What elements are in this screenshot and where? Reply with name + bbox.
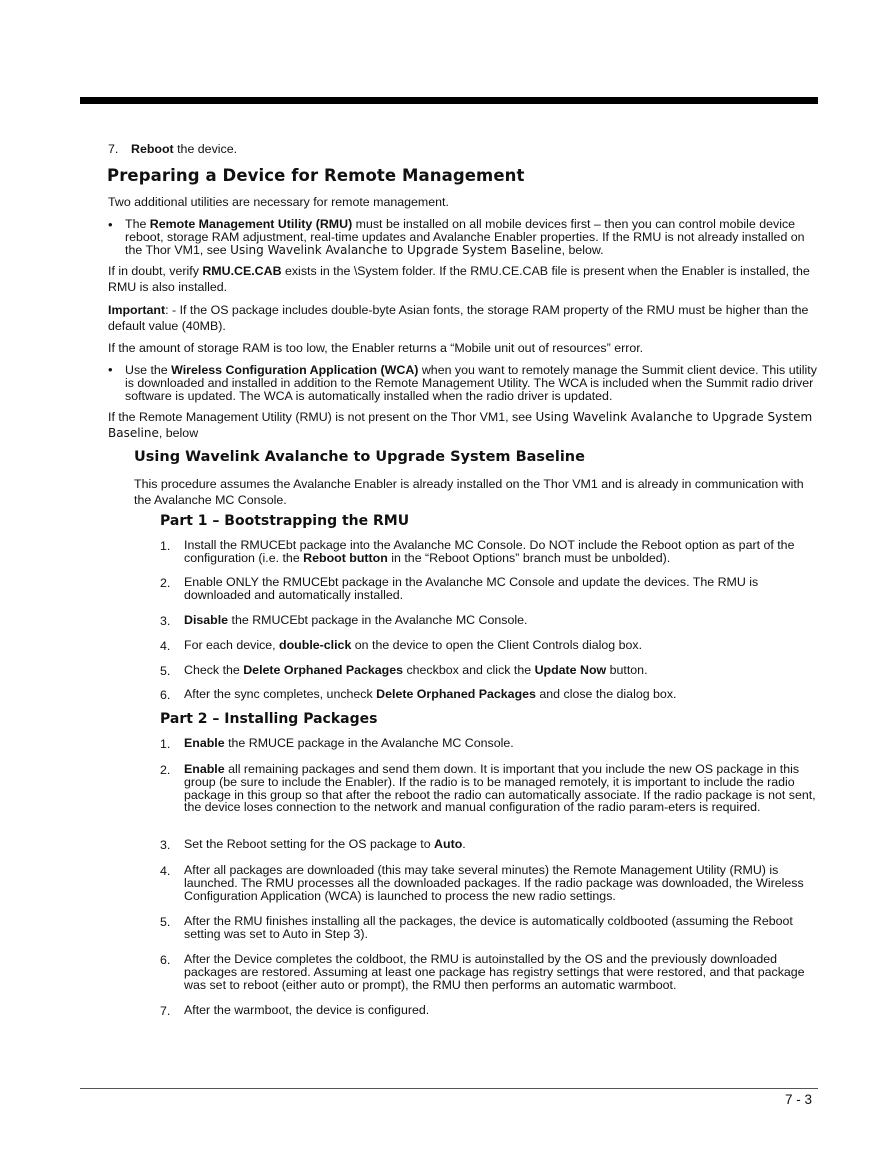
bullet1-pre: The bbox=[125, 217, 150, 231]
part1-item-pre: Install the RMUCEbt package into the Avalanche MC Console. Do NOT include the Reboot option as part of the configuration (i.e. the bbox=[184, 538, 795, 565]
part1-item-bold: Disable bbox=[184, 613, 229, 627]
part2-item-text bbox=[184, 1004, 816, 1017]
not-present-post: , below bbox=[158, 426, 199, 440]
part2-item-text bbox=[184, 737, 816, 750]
verify-text bbox=[108, 263, 813, 295]
part1-item-post: the RMUCEbt package in the Avalanche MC Console. bbox=[228, 613, 528, 627]
part2-item-text bbox=[184, 953, 816, 991]
part1-item-post: in the “Reboot Options” branch must be unbolded). bbox=[387, 550, 671, 565]
part2-item-bold: Enable bbox=[184, 736, 225, 750]
using-intro: This procedure assumes the Avalanche Enabler is already installed on the Thor VM1 and is already in communication with the Avalanche MC Console. bbox=[134, 477, 804, 507]
bullet2-post: when you want to remotely manage the Summit client device. This utility is downloaded and installed in addition to the Remote Management Utility. The WCA is included when the Summit radio driver software is updated. The WCA is automatically installed when the radio driver is updated. bbox=[125, 363, 817, 403]
part2-item-bold: Enable bbox=[184, 762, 225, 776]
header-rule bbox=[80, 97, 818, 104]
part2-item-number: 4. bbox=[160, 864, 171, 878]
verify-post: exists in the \System folder. If the RMU.CE.CAB file is present when the Enabler is installed, the RMU is also installed. bbox=[108, 264, 810, 294]
part2-item-post: the RMUCE package in the Avalanche MC Console. bbox=[224, 736, 514, 750]
bullet-dot: • bbox=[108, 217, 113, 232]
part1-item-bold: double-click bbox=[279, 638, 352, 652]
part2-item-number: 5. bbox=[160, 915, 171, 929]
heading-part2: Part 2 – Installing Packages bbox=[160, 711, 378, 727]
bullet-dot: • bbox=[108, 362, 113, 377]
part1-item-number: 5. bbox=[160, 664, 171, 678]
not-present-pre: If the Remote Management Utility (RMU) is not present on the Thor VM1, see bbox=[108, 410, 536, 424]
part2-item-number: 6. bbox=[160, 953, 171, 967]
heading-part1: Part 1 – Bootstrapping the RMU bbox=[160, 513, 410, 529]
part1-item-number: 6. bbox=[160, 688, 171, 702]
part1-item-pre: Check the bbox=[184, 663, 244, 677]
part2-item-post: all remaining packages and send them down. It is important that you include the new OS package in this group (be sure to include the Enabler). If the radio is to be managed remotely, it is important to include the radio package in this group so that after the reboot the radio can automatically associate. If the radio package is not sent, the device loses connection to the network and manual configuration of the radio param-eters is required. bbox=[184, 762, 816, 815]
part2-item-pre: After the Device completes the coldboot, the RMU is autoinstalled by the OS and the previously downloaded packages are restored. Assuming at least one package has registry settings that were restored, and that package was set to reboot (either auto or prompt), the RMU then performs an automatic warmboot. bbox=[184, 952, 805, 992]
bullet1-post: , below. bbox=[561, 242, 604, 257]
part2-item-number: 1. bbox=[160, 737, 171, 751]
part2-item-number: 3. bbox=[160, 838, 171, 852]
bullet2-bold: Wireless Configuration Application (WCA) bbox=[171, 363, 419, 377]
part2-item-text bbox=[184, 864, 816, 902]
page-number: 7 - 3 bbox=[784, 1092, 812, 1107]
part2-item-bold: Auto bbox=[434, 837, 463, 851]
part1-item-post2: button. bbox=[606, 663, 648, 677]
part2-item-post: . bbox=[462, 837, 466, 851]
part1-item-text bbox=[184, 576, 816, 602]
part1-item-pre: Enable ONLY the RMUCEbt package in the Avalanche MC Console and update the devices. The RMU is downloaded and automatically installed. bbox=[184, 575, 759, 602]
not-present-ref: Using Wavelink Avalanche to Upgrade System Baseline bbox=[108, 410, 813, 440]
part1-item-text bbox=[184, 614, 816, 627]
heading-preparing: Preparing a Device for Remote Management bbox=[107, 166, 525, 185]
part2-item-text bbox=[184, 763, 816, 814]
not-present-text bbox=[108, 409, 816, 441]
step7-number: 7. bbox=[108, 142, 119, 156]
part1-item-post: on the device to open the Client Controls dialog box. bbox=[351, 638, 643, 652]
part1-item-post: checkbox and click the bbox=[403, 663, 535, 677]
bullet1-mid: must be installed on all mobile devices first – then you can control mobile device reboot, storage RAM adjustment, real-time updates and Avalanche Enabler properties. If the RMU is not already installed on the Thor VM1, see bbox=[125, 217, 805, 257]
part1-item-text bbox=[184, 539, 816, 565]
part2-item-text bbox=[184, 838, 816, 851]
part1-item-bold: Delete Orphaned Packages bbox=[376, 687, 536, 701]
bullet1-bold: Remote Management Utility (RMU) bbox=[149, 217, 353, 231]
part1-item-text bbox=[184, 688, 816, 701]
step7-text bbox=[131, 142, 811, 157]
bullet1-ref: Using Wavelink Avalanche to Upgrade System Baseline bbox=[230, 242, 562, 257]
important-text bbox=[108, 302, 813, 334]
bullet1-text bbox=[125, 218, 817, 256]
intro-text: Two additional utilities are necessary for remote management. bbox=[108, 195, 449, 209]
part1-item-bold: Delete Orphaned Packages bbox=[243, 663, 404, 677]
bullet2-pre: Use the bbox=[125, 363, 172, 377]
part1-item-bold2: Update Now bbox=[534, 663, 607, 677]
part1-item-post: and close the dialog box. bbox=[535, 687, 677, 701]
part1-item-number: 2. bbox=[160, 576, 171, 590]
part2-item-pre: After the warmboot, the device is configured. bbox=[184, 1003, 430, 1017]
low-ram-text: If the amount of storage RAM is too low, the Enabler returns a “Mobile unit out of resources” error. bbox=[108, 341, 644, 355]
part2-item-number: 2. bbox=[160, 763, 171, 777]
part2-item-pre: After all packages are downloaded (this may take several minutes) the Remote Management Utility (RMU) is launched. The RMU processes all the downloaded packages. If the radio package was downloaded, the Wireless Configuration Application (WCA) is launched to process the new radio settings. bbox=[184, 863, 804, 903]
part1-item-bold: Reboot button bbox=[303, 550, 388, 565]
verify-pre: If in doubt, verify bbox=[108, 264, 203, 278]
bullet2-text bbox=[125, 364, 817, 402]
important-bold: Important bbox=[108, 303, 166, 317]
step7-bold: Reboot bbox=[131, 142, 174, 156]
step7-rest: the device. bbox=[173, 142, 238, 156]
part1-item-pre: For each device, bbox=[184, 638, 280, 652]
part2-item-pre: Set the Reboot setting for the OS package to bbox=[184, 837, 435, 851]
part2-item-pre: After the RMU finishes installing all the packages, the device is automatically coldbooted (assuming the Reboot setting was set to Auto in Step 3). bbox=[184, 914, 793, 941]
part2-item-number: 7. bbox=[160, 1004, 171, 1018]
part1-item-number: 4. bbox=[160, 639, 171, 653]
part1-item-pre: After the sync completes, uncheck bbox=[184, 687, 377, 701]
part1-item-number: 1. bbox=[160, 539, 171, 553]
heading-using: Using Wavelink Avalanche to Upgrade System Baseline bbox=[134, 449, 585, 465]
part1-item-text bbox=[184, 664, 816, 677]
part1-item-number: 3. bbox=[160, 614, 171, 628]
part2-item-text bbox=[184, 915, 816, 941]
important-post: : - If the OS package includes double-byte Asian fonts, the storage RAM property of the RMU must be higher than the default value (40MB). bbox=[108, 303, 809, 333]
part1-item-text bbox=[184, 639, 816, 652]
verify-bold: RMU.CE.CAB bbox=[202, 264, 282, 278]
footer-rule bbox=[80, 1088, 818, 1089]
